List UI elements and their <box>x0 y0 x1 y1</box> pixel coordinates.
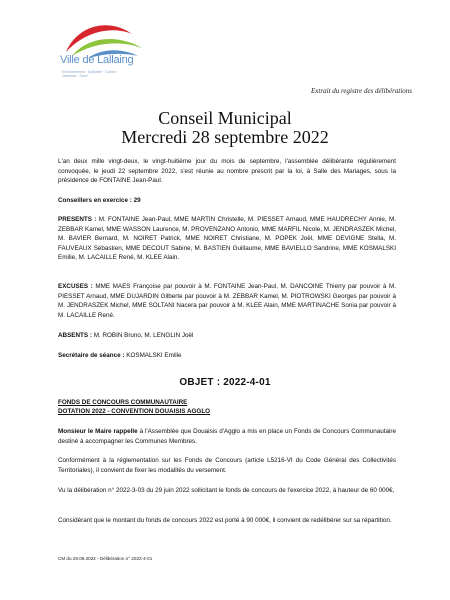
paragraph-1 <box>58 427 396 446</box>
meeting-date: Mercredi 28 septembre 2022 <box>121 127 329 147</box>
subject-line-2: DOTATION 2022 - CONVENTION DOUAISIS AGGLO <box>58 408 211 415</box>
paragraph-1-text: à l'Assemblée que Douaisis d'Agglo a mis en place un Fonds de Concours Communautaire destiné à accompagner les Communes Membres. <box>58 428 396 445</box>
excuses-list: MME MAES Françoise par pouvoir à M. FONTAINE Jean-Paul, M. DANCOINE Thierry par pouvoir à M. PIESSET Arnaud, MME DUJARDIN Gilberte par pouvoir à M. ZEBBAR Kamel, M. PIOTROWSKI Georges par pouvoir à M. JENDRASZEK Michel, MME SOLTANI Nacera par pouvoir à M. KLEE Alain, MME MARTINACHE Sonia par pouvoir à M. LACAILLE René. <box>58 283 397 319</box>
subject-line-1: FONDS DE CONCOURS COMMUNAUTAIRE <box>58 399 188 406</box>
presents-paragraph <box>58 215 396 263</box>
secretaire-line <box>58 351 396 361</box>
presents-label: PRESENTS : <box>58 216 97 223</box>
page-title: Conseil Municipal <box>158 108 292 128</box>
conseillers-line <box>58 196 396 206</box>
absents-label: ABSENTS : <box>58 332 92 339</box>
absents-list: M. ROBIN Bruno, M. LENGLIN Joël <box>93 332 194 339</box>
city-logo <box>58 12 148 84</box>
excuses-paragraph <box>58 282 396 320</box>
conseillers-label: Conseillers en exercice : <box>58 197 132 204</box>
paragraph-3: Vu la délibération n° 2022-3-03 du 29 juin 2022 sollicitant le fonds de concours de l'exercice 2022, à hauteur de 60 000€, <box>58 487 395 494</box>
excuses-label: EXCUSES : <box>58 283 93 290</box>
logo-tagline: Environnement · Solidarité · Culture · Jeunesse · Sport <box>62 70 118 78</box>
objet-heading: OBJET : 2022-4-01 <box>179 377 271 388</box>
register-extract-label: Extrait du registre des délibérations <box>311 87 412 95</box>
presents-list: M. FONTAINE Jean-Paul, MME MARTIN Christelle, M. PIESSET Arnaud, MME HAUDRECHY Annie, M. ZEBBAR Kamel, MME WASSON Laurence, M. PROVENZANO Antonio, MME MARFIL Nicole, M. JENDRASZEK Michel, M. BAVIER Bernard, M. NOIRET Patrick, MME NOIRET Christiane, M. POPEK Joël, MME DEVIGNE Stella, M. FAUVEAUX Sébastien, MME DECOUT Sabine, M. BASTIEN Guillaume, MME BAVIELLO Sandrine, MME KOSMALSKI Emilie, M. LACAILLE René, M. KLEE Alain. <box>58 216 396 262</box>
secretaire-name: KOSMALSKI Emilie <box>126 352 182 359</box>
logo-swoosh-icon <box>58 12 148 60</box>
page-footer: CM du 28.09.2022 - Délibération n° 2022-4-01 <box>58 556 153 561</box>
logo-name: Ville de Lallaing <box>60 54 134 66</box>
absents-line <box>58 331 396 341</box>
paragraph-2: Conformément à la réglementation sur les Fonds de Concours (article L5216-VI du Code Général des Collectivités Territoriales), il convient de fixer les modalités du versement. <box>58 457 396 474</box>
conseillers-count: 29 <box>133 197 141 204</box>
intro-paragraph: L'an deux mille vingt-deux, le vingt-huitième jour du mois de septembre, l'assemblée délibérante régulièrement convoquée, le jeudi 22 septembre 2022, s'est réunie au nombre prescrit par la loi, à Salle des Mariages, sous la présidence de FONTAINE Jean-Paul. <box>58 158 396 185</box>
secretaire-label: Secrétaire de séance : <box>58 352 125 359</box>
paragraph-1-lead: Monsieur le Maire rappelle <box>58 428 138 435</box>
paragraph-4: Considérant que le montant du fonds de concours 2022 est porté à 90 000€, il convient de redélibérer sur sa répartition. <box>58 517 392 524</box>
